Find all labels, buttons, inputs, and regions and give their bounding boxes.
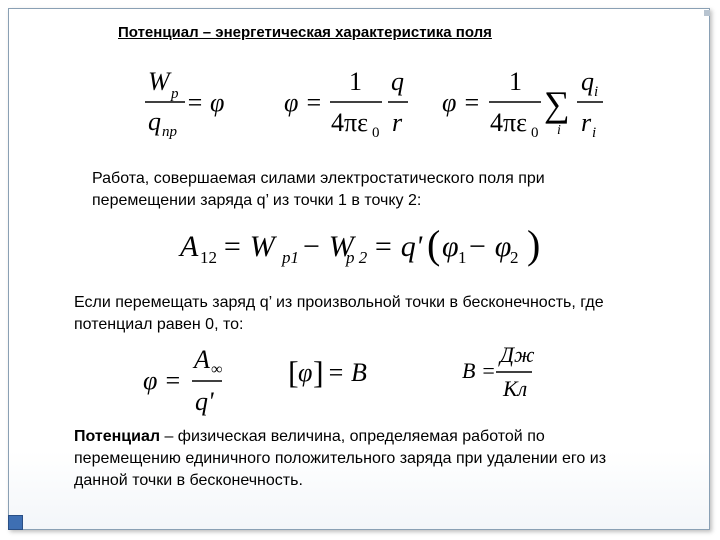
f3-qi: q xyxy=(581,67,594,96)
formula-unit xyxy=(288,354,367,390)
work-eq1: = W xyxy=(222,230,275,263)
f4-den: q' xyxy=(195,387,214,416)
f3-ri: r xyxy=(581,108,592,137)
definition-text: – физическая величина, определяемая работой по перемещению единичного положительного заряда при удалении его из данной точки в бесконечность. xyxy=(74,428,607,489)
work-a: A xyxy=(180,230,199,263)
formula-potential-infinity xyxy=(143,345,222,416)
f3-sum-sub: i xyxy=(557,123,561,138)
f1-num: W xyxy=(148,67,170,96)
f4-num: A xyxy=(194,345,210,374)
work-eq2: = q' xyxy=(373,230,423,263)
work-p2: p 2 xyxy=(346,248,368,267)
work-minus: − W xyxy=(301,230,354,263)
f2-eps-sub: 0 xyxy=(372,125,380,141)
work-lparen: ( xyxy=(427,222,441,267)
f2-den: 4πε xyxy=(331,108,369,137)
f3-sum: ∑ xyxy=(544,84,570,124)
f3-eps-sub: 0 xyxy=(531,125,539,141)
f3-ri-sub: i xyxy=(592,125,597,141)
f3-one: 1 xyxy=(509,67,522,96)
f5-phi: φ xyxy=(298,358,313,387)
f3-den: 4πε xyxy=(490,108,528,137)
f5-rhs: = В xyxy=(327,358,367,387)
work-p1: p1 xyxy=(282,248,299,267)
paragraph-work: Работа, совершаемая силами электростатического поля при перемещении заряда q’ из точки 1 в точку 2: xyxy=(92,170,545,209)
f5-lb: [ xyxy=(288,354,299,390)
f1-den: q xyxy=(148,107,161,136)
f6-lhs: В = xyxy=(462,358,496,383)
formula-superposition-potential xyxy=(442,67,603,141)
paragraph-infinity: Если перемещать заряд q’ из произвольной точки в бесконечность, где потенциал равен 0, то: xyxy=(74,294,604,333)
definition-term: Потенциал xyxy=(74,428,161,445)
work-phi2-sub: 2 xyxy=(510,248,519,267)
f3-lhs: φ = xyxy=(442,88,481,117)
formula-work xyxy=(178,222,540,267)
slide-title: Потенциал – энергетическая характеристика поля xyxy=(118,24,492,41)
f2-q: q xyxy=(391,67,404,96)
work-a-sub: 12 xyxy=(200,248,217,267)
f2-r: r xyxy=(392,108,403,137)
f1-num-sub: p xyxy=(171,86,179,102)
formula-potential-definition xyxy=(145,67,224,140)
formula-point-charge-potential xyxy=(284,67,408,141)
f4-num-sub: ∞ xyxy=(211,361,223,378)
f1-den-sub: пр xyxy=(162,124,177,140)
work-rparen: ) xyxy=(527,222,541,267)
f2-lhs: φ = xyxy=(284,88,323,117)
work-phi1: φ xyxy=(442,230,459,263)
f6-num: Дж xyxy=(500,342,535,367)
f2-one: 1 xyxy=(349,67,362,96)
work-phi1-sub: 1 xyxy=(458,248,467,267)
formula-volt-definition xyxy=(462,342,535,401)
f4-lhs: φ = xyxy=(143,366,182,395)
f1-rhs: = φ xyxy=(186,88,225,117)
paragraph-definition xyxy=(74,426,654,492)
f3-qi-sub: i xyxy=(594,84,599,100)
f6-den: Кл xyxy=(503,376,528,401)
f5-rb: ] xyxy=(313,354,324,390)
work-phi2: − φ xyxy=(467,230,512,263)
